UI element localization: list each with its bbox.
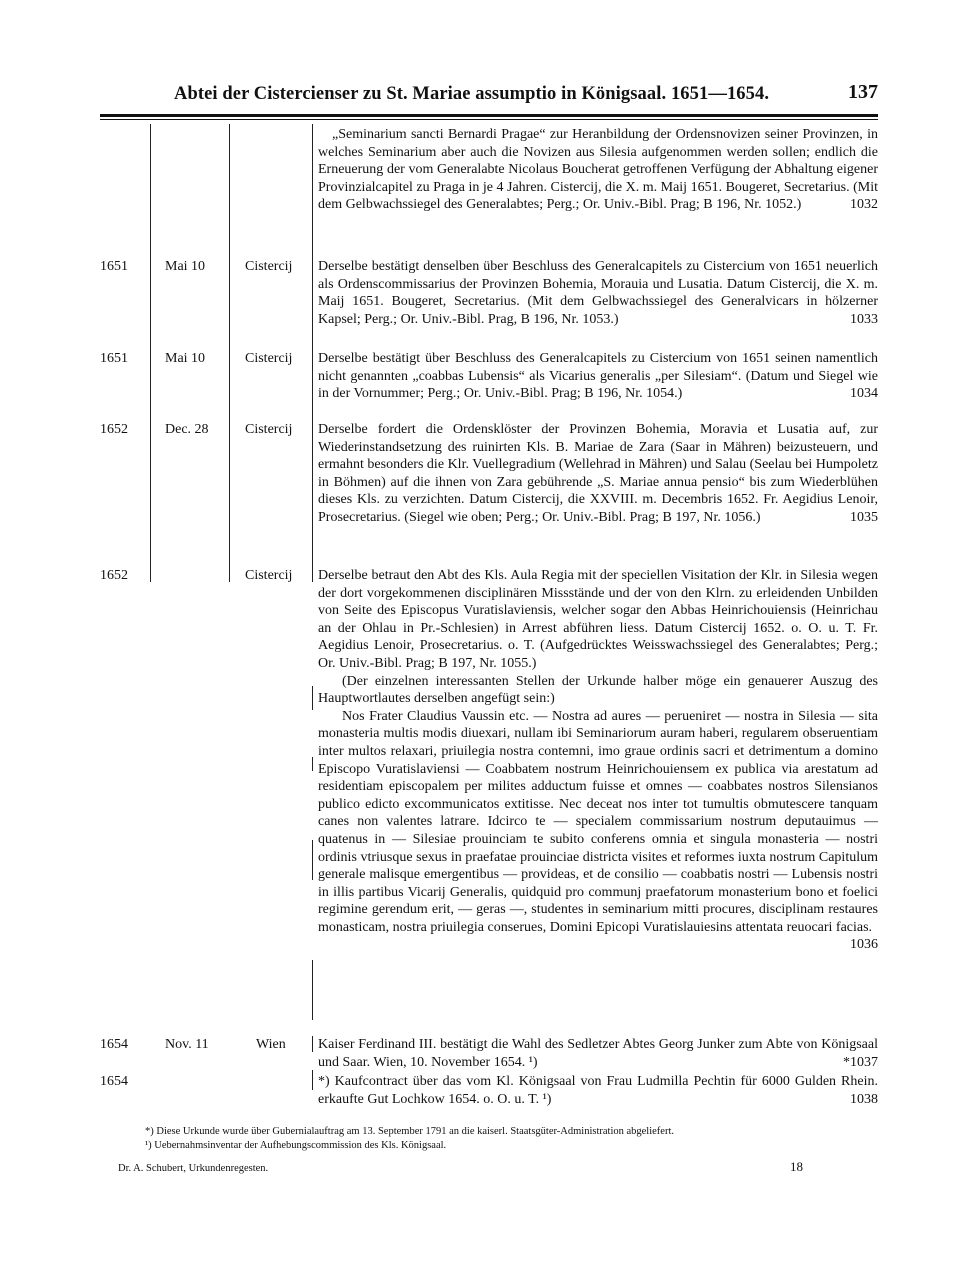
entry-place: Cistercij xyxy=(245,422,293,437)
footnote: ¹) Uebernahmsinventar der Aufhebungscommission des Kls. Königsaal. xyxy=(145,1140,447,1151)
entry-year: 1651 xyxy=(100,259,128,274)
column-rule-segment xyxy=(312,840,313,880)
sheet-number: 18 xyxy=(790,1159,803,1174)
entry-year: 1654 xyxy=(100,1037,128,1052)
regest-entry-1038 xyxy=(318,1073,878,1108)
column-rule-segment xyxy=(312,960,313,1020)
entry-text: Derselbe bestätigt über Beschluss des Generalcapitels zu Cistercium von 1651 seinen namentlich nicht genannten „coabbas Lubensis“ als Vicarius generalis „per Silesiam“. (Datum und Siegel wie in der Vornummer; Perg.; Or. Univ.-Bibl. Prag; B 196, Nr. 1054.) xyxy=(318,351,878,402)
footnote: *) Diese Urkunde wurde über Gubernialauftrag am 13. September 1791 an die kaiserl. Staatsgüter-Administration abgeliefert. xyxy=(145,1126,674,1137)
entry-text: *) Kaufcontract über das vom Kl. Königsaal von Frau Ludmilla Pechtin für 6000 Gulden Rhein. erkaufte Gut Lochkow 1654. o. O. u. T. ¹) xyxy=(318,1074,878,1107)
entry-place: Wien xyxy=(256,1037,286,1052)
column-rule-segment xyxy=(312,757,313,771)
entry-number: 1033 xyxy=(850,311,878,327)
regest-entry-1033 xyxy=(318,258,878,328)
entry-text: Derselbe betraut den Abt des Kls. Aula Regia mit der speciellen Visitation der Klr. in Silesia wegen der dort vorgekommenen disciplinären Missstände und der von den Klrn. zu erleidenden Unbilden von Seite des Episcopus Vuratislaviensis, welcher sogar den Abbas Heinrichouiensis (Heinrichau an der Ohlau in Pr.-Schlesien) in Arrest abführen liess. Datum Cistercij 1652. o. O. u. T. Fr. Aegidius Lenoir, Prosecretarius. o. T. (Aufgedrücktes Weisswachssiegel des Generalabtes; Perg.; Or. Univ.-Bibl. Prag; B 197, Nr. 1055.) xyxy=(318,568,878,671)
entry-date: Nov. 11 xyxy=(165,1037,209,1052)
regest-entry-1036 xyxy=(318,567,878,954)
entry-text: Kaiser Ferdinand III. bestätigt die Wahl des Sedletzer Abtes Georg Junker zum Abte von Königsaal und Saar. Wien, 10. November 1654. ¹) xyxy=(318,1037,878,1070)
entry-year: 1652 xyxy=(100,568,128,583)
column-rule-segment xyxy=(312,686,313,710)
column-rule-place xyxy=(312,124,313,582)
column-rule-segment xyxy=(312,1036,313,1052)
entry-date: Mai 10 xyxy=(165,351,206,366)
entry-year: 1652 xyxy=(100,422,128,437)
column-rule-year xyxy=(150,124,151,582)
entry-text: „Seminarium sancti Bernardi Pragae“ zur Heranbildung der Ordensnovizen seiner Provinzen, in welches Seminarium aber auch die Novizen aus Silesia aufgenommen werden sollen; endlich die Erneuerung der vom Generalabte Nicolaus Boucherat getroffenen Verfügung der Abhaltung eigener Provinzialcapitel zu Praga in je 4 Jahren. Cistercij, die X. m. Maij 1651. Bougeret, Secretarius. (Mit dem Gelbwachssiegel des Generalabtes; Perg.; Or. Univ.-Bibl. Prag; B 196, Nr. 1052.) xyxy=(318,127,878,213)
entry-place: Cistercij xyxy=(245,568,293,583)
running-header xyxy=(100,81,878,110)
header-rule-thick xyxy=(100,114,878,117)
entry-date: Dec. 28 xyxy=(165,422,209,437)
entry-place: Cistercij xyxy=(245,351,293,366)
regest-entry-1034 xyxy=(318,350,878,403)
latin-excerpt: Nos Frater Claudius Vaussin etc. — Nostra ad aures — perueniret — nostra in Silesia — sita monasteria multis modis diuexari, nullam ibi Seminariorum auram haberi, regularem obseruentiam inter multos relaxari, priuilegia nostra contemni, imo graue ordinis sacri et detrimentum a domino Episcopo Vuratislaviensi — Coabbatem nostrum Heinrichouiensem ex publica via arestatum ad residentiam episcopalem per milites adductum fuisse et omnes — coabbates nostros Silensianos publico edicto excommunicatos extitisse. Nec deceat nos inter tot tumultis obmutescere tanquam canes non valentes latrare. Idcirco te — specialem commissarium nostrum deputauimus — quatenus in — Silesiae prouinciam te subito conferens omnia et singula monasteria — nostri ordinis vtriusque sexus in praefatae prouinciae districta visites et reformes iuxta nostrum Capitulum generale malisque emergentibus — provideas, et de consilio — coabbatis nostri — Lubensis nostri in illis partibus Vicarij Generalis, quidquid pro communj praefatorum monasterium bono et foelici regimine gerendum erit, — geras —, studentes in seminarium mitti procures, disciplinam restaures monasticam, nostra priuilegia conserues, Domini Epicopi Vuratislauiesins attentata reuocari facias. xyxy=(318,708,878,935)
entry-number: *1037 xyxy=(843,1054,878,1070)
entry-year: 1654 xyxy=(100,1074,128,1089)
entry-note: (Der einzelnen interessanten Stellen der Urkunde halber möge ein genauerer Auszug des Hauptwortlautes derselben angefügt sein:) xyxy=(318,673,878,707)
column-rule-segment xyxy=(312,1070,313,1090)
regest-entry-1032 xyxy=(318,126,878,214)
header-rule-thin xyxy=(100,119,878,120)
entry-date: Mai 10 xyxy=(165,259,206,274)
entry-text: Derselbe fordert die Ordensklöster der Provinzen Bohemia, Moravia et Lusatia auf, zur Wiederinstandsetzung des ruinirten Kls. B. Mariae de Zara (Saar in Mähren) beizusteuern, und ermahnt besonders die Klr. Vuellegradium (Wellehrad in Mähren) und Salau (Seelau bei Humpoletz in Böhmen) auf die ihnen von Zara gebührende „S. Mariae annua pensio“ bis zum Wiederblühen dieses Kls. zu verzichten. Datum Cistercij, die XXVIII. m. Decembris 1652. Fr. Aegidius Lenoir, Prosecretarius. (Siegel wie oben; Perg.; Or. Univ.-Bibl. Prag; B 197, Nr. 1056.) xyxy=(318,422,878,525)
entry-number: 1036 xyxy=(850,937,878,953)
entry-number: 1034 xyxy=(850,386,878,402)
regest-entry-1035 xyxy=(318,421,878,527)
signature-line: Dr. A. Schubert, Urkundenregesten. xyxy=(118,1163,269,1174)
page-number: 137 xyxy=(848,81,878,103)
entry-number: 1032 xyxy=(850,197,878,213)
entry-number: 1035 xyxy=(850,509,878,525)
entry-text: Derselbe bestätigt denselben über Beschluss des Generalcapitels zu Cistercium von 1651 neuerlich als Ordenscommissarius der Provinzen Bohemia, Morauia und Lusatia. Datum Cistercij, die X. m. Maij 1651. Bougeret, Secretarius. (Mit dem Gelbwachssiegel des Generalvicars in hölzerner Kapsel; Perg.; Or. Univ.-Bibl. Prag, B 196, Nr. 1053.) xyxy=(318,259,878,327)
entry-place: Cistercij xyxy=(245,259,293,274)
entry-number: 1038 xyxy=(850,1091,878,1107)
page-title: Abtei der Cistercienser zu St. Mariae assumptio in Königsaal. 1651—1654. xyxy=(174,84,770,104)
regest-entry-1037 xyxy=(318,1036,878,1071)
entry-year: 1651 xyxy=(100,351,128,366)
column-rule-date xyxy=(229,124,230,582)
